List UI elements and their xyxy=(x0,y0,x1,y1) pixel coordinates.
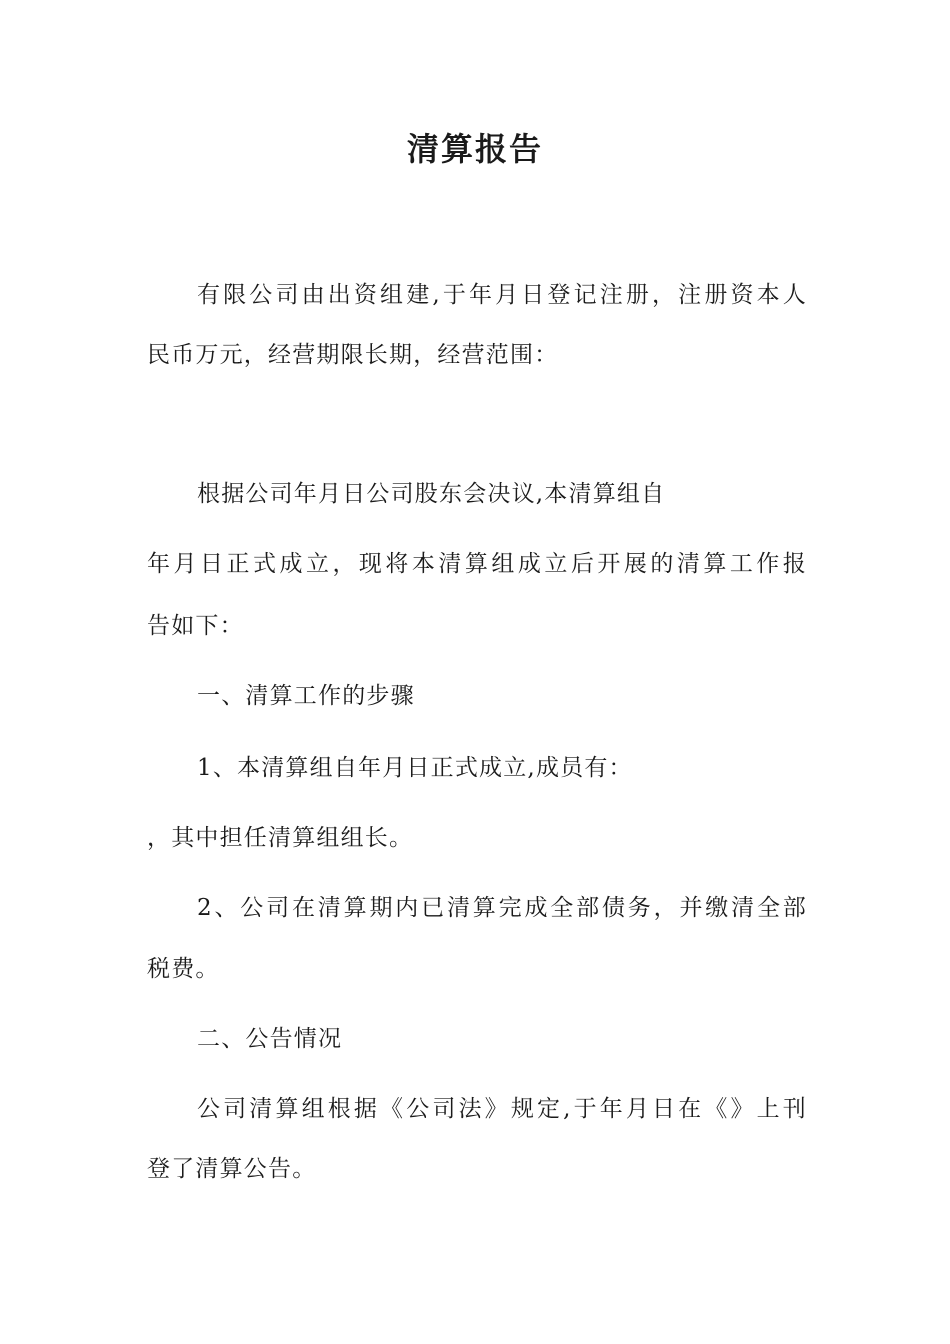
paragraph-line: 年月日正式成立，现将本清算组成立后开展的清算工作报 xyxy=(147,551,807,577)
paragraph-line: 民币万元，经营期限长期，经营范围： xyxy=(147,342,559,368)
paragraph-line: 告如下： xyxy=(147,613,244,639)
paragraph-line: 公司清算组根据《公司法》规定,于年月日在《》上刊 xyxy=(197,1096,807,1122)
section-heading: 二、公告情况 xyxy=(197,1026,343,1052)
section-heading: 一、清算工作的步骤 xyxy=(197,683,415,709)
document-title: 清算报告 xyxy=(406,130,543,168)
paragraph-line: 税费。 xyxy=(147,956,220,982)
paragraph-line: 根据公司年月日公司股东会决议,本清算组自 xyxy=(197,481,666,507)
paragraph-line: 有限公司由出资组建,于年月日登记注册，注册资本人 xyxy=(197,282,807,308)
paragraph-line: 登了清算公告。 xyxy=(147,1156,317,1182)
paragraph-line: ，其中担任清算组组长。 xyxy=(147,825,414,851)
paragraph-line: 1、本清算组自年月日正式成立,成员有： xyxy=(197,755,633,781)
paragraph-line: 2、公司在清算期内已清算完成全部债务，并缴清全部 xyxy=(197,895,807,921)
